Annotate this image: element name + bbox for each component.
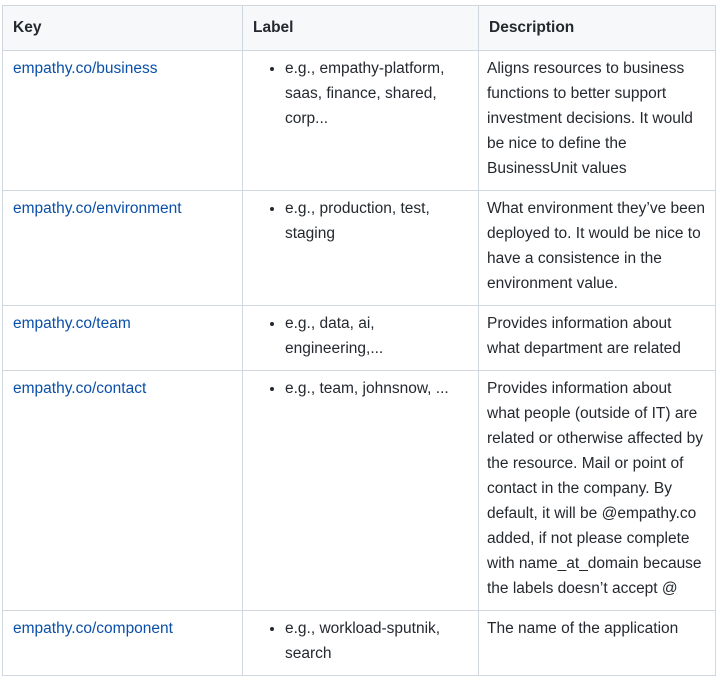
key-link-component[interactable]: empathy.co/component bbox=[13, 620, 173, 637]
label-list bbox=[253, 56, 468, 131]
header-row bbox=[3, 6, 716, 51]
label-list bbox=[253, 196, 468, 246]
header-key: Key bbox=[3, 6, 243, 51]
description-cell: Aligns resources to business functions to better support investment decisions. It would be nice to define the BusinessUnit values bbox=[479, 51, 716, 191]
table-row bbox=[3, 371, 716, 611]
tag-keys-table bbox=[2, 5, 716, 676]
label-list bbox=[253, 311, 468, 361]
description-cell: Provides information about what people (outside of IT) are related or otherwise affected by the resource. Mail or point of contact in the company. By default, it will be @empathy.co added, if not please complete with name_at_domain because the labels doesn’t accept @ bbox=[479, 371, 716, 611]
label-cell bbox=[243, 371, 479, 611]
key-link-business[interactable]: empathy.co/business bbox=[13, 60, 158, 77]
key-cell bbox=[3, 371, 243, 611]
table-row bbox=[3, 51, 716, 191]
label-item: • e.g., workload-sputnik, search bbox=[285, 616, 468, 666]
description-cell: The name of the application bbox=[479, 611, 716, 676]
label-cell bbox=[243, 191, 479, 306]
table-row bbox=[3, 191, 716, 306]
header-label: Label bbox=[243, 6, 479, 51]
header-description: Description bbox=[479, 6, 716, 51]
label-item: • e.g., production, test, staging bbox=[285, 196, 468, 246]
key-cell bbox=[3, 611, 243, 676]
key-link-environment[interactable]: empathy.co/environment bbox=[13, 200, 182, 217]
table-row bbox=[3, 306, 716, 371]
label-list bbox=[253, 616, 468, 666]
label-item: • e.g., team, johnsnow, ... bbox=[285, 376, 468, 401]
key-cell bbox=[3, 191, 243, 306]
table-body bbox=[3, 51, 716, 676]
key-link-team[interactable]: empathy.co/team bbox=[13, 315, 131, 332]
label-item: • e.g., data, ai, engineering,... bbox=[285, 311, 468, 361]
description-cell: Provides information about what department are related bbox=[479, 306, 716, 371]
label-list bbox=[253, 376, 468, 401]
description-cell: What environment they’ve been deployed to. It would be nice to have a consistence in the environment value. bbox=[479, 191, 716, 306]
key-link-contact[interactable]: empathy.co/contact bbox=[13, 380, 147, 397]
table-row bbox=[3, 611, 716, 676]
key-cell bbox=[3, 306, 243, 371]
key-cell bbox=[3, 51, 243, 191]
label-cell bbox=[243, 611, 479, 676]
label-cell bbox=[243, 51, 479, 191]
label-item: • e.g., empathy-platform, saas, finance, shared, corp... bbox=[285, 56, 468, 131]
label-cell bbox=[243, 306, 479, 371]
table-header bbox=[3, 6, 716, 51]
